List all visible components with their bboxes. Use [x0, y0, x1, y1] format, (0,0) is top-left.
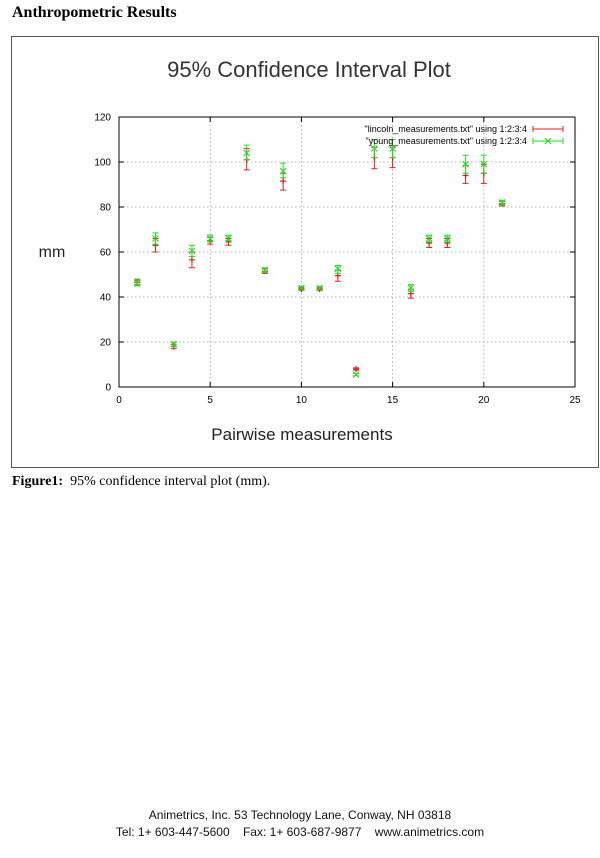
- legend-entry-label: "lincoln_measurements.txt" using 1:2:3:4: [364, 124, 527, 134]
- x-tick-label: 10: [295, 395, 307, 406]
- y-tick-label: 0: [105, 382, 111, 394]
- x-tick-label: 15: [387, 395, 399, 406]
- y-tick-label: 80: [99, 202, 111, 214]
- legend: [365, 124, 563, 146]
- x-tick-label: 25: [569, 395, 581, 406]
- confidence-interval-chart: [12, 37, 598, 467]
- data-point: [280, 178, 286, 184]
- y-tick-label: 20: [99, 337, 111, 349]
- caption-text: 95% confidence interval plot (mm).: [63, 474, 271, 489]
- chart-figure: [11, 36, 599, 468]
- data-point: [353, 372, 359, 378]
- x-tick-label: 20: [478, 395, 490, 406]
- footer-address: Animetrics, Inc. 53 Technology Lane, Conway, NH 03818: [148, 808, 452, 822]
- caption-label: Figure1:: [12, 474, 64, 489]
- x-tick-label: 0: [116, 395, 122, 406]
- legend-entry-label: "young_measurements.txt" using 1:2:3:4: [365, 136, 527, 146]
- x-tick-label: 5: [207, 395, 213, 406]
- axis-layer: [94, 113, 581, 407]
- data-point: [353, 366, 359, 372]
- data-point: [189, 257, 195, 263]
- series-1: [134, 147, 505, 372]
- chart-title: 95% Confidence Interval Plot: [167, 57, 451, 82]
- footer-contact: Tel: 1+ 603-447-5600 Fax: 1+ 603-687-9877 www.animetrics.com: [115, 825, 485, 839]
- y-tick-label: 60: [99, 247, 111, 259]
- y-tick-label: 120: [94, 112, 111, 124]
- grid-layer: [119, 117, 575, 387]
- figure-caption: [12, 474, 270, 490]
- y-tick-label: 100: [94, 157, 111, 169]
- section-heading: Anthropometric Results: [12, 4, 177, 21]
- y-axis-label: mm: [38, 244, 66, 261]
- y-tick-label: 40: [99, 292, 111, 304]
- x-axis-label: Pairwise measurements: [211, 425, 393, 444]
